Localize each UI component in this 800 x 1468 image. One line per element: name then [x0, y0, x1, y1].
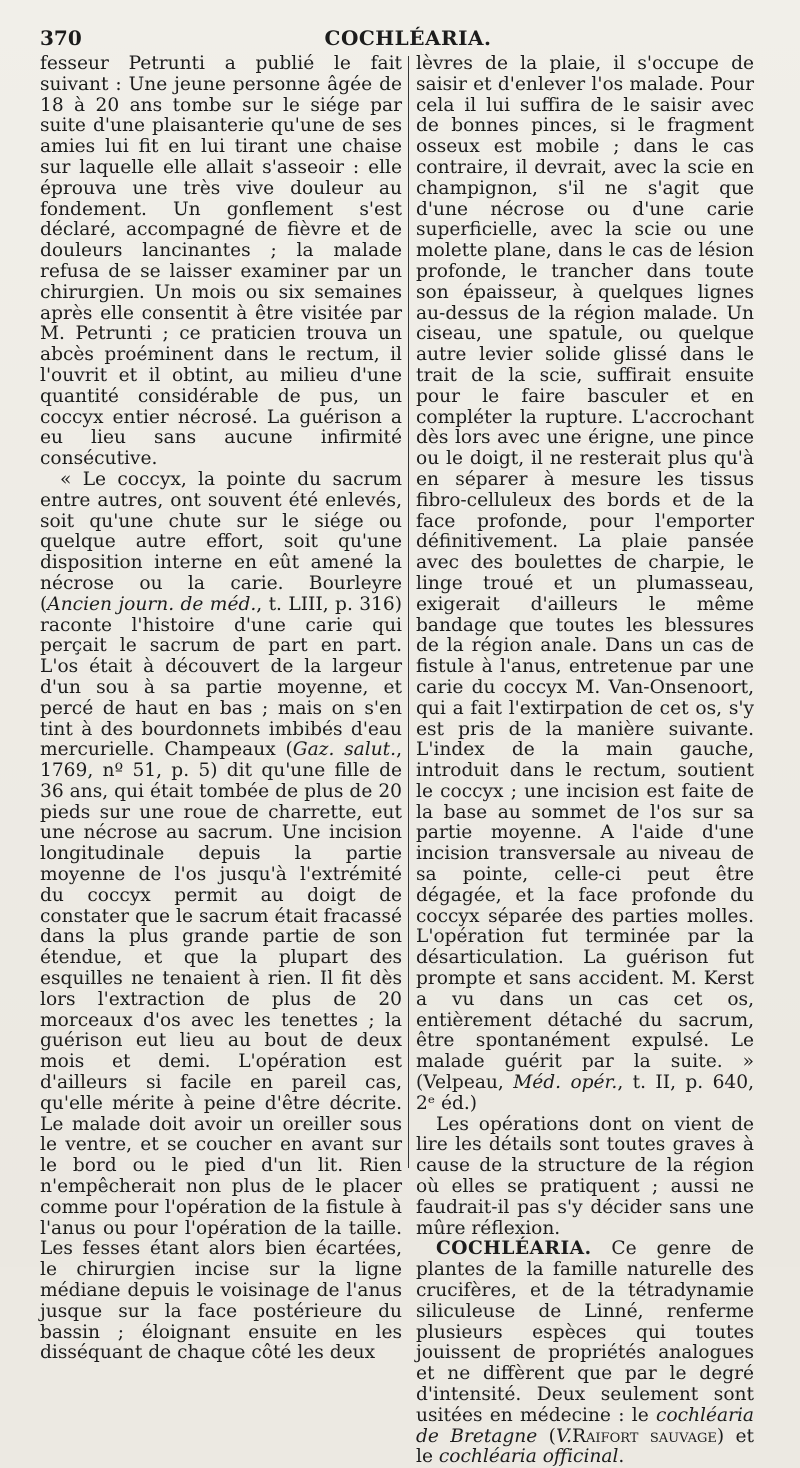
dictionary-entry [416, 1239, 754, 1468]
paragraph-quotation [40, 470, 402, 1364]
citation-title: Ancien journ. de méd. [47, 593, 257, 615]
text-run: ( [537, 1425, 556, 1447]
entry-headword: COCHLÉARIA. [436, 1238, 592, 1260]
page-number: 370 [40, 26, 82, 50]
text-run: , 1769, nº 51, p. 5) dit qu'une fille de 36 ans, qui était tombée de plus de 20 pieds sur une roue de charrette, eut une nécrose au sacrum. Une incision longitudinale depuis la partie moyenne de l'os jusqu'à l'extrémité du coccyx permit au doigt de constater que le sacrum était fracassé dans la plus grande partie de son étendue, et que la plupart des esquilles ne tenaient à rien. Il fit dès lors l'extraction de plus de 20 morceaux d'os avec les tenettes ; la guérison eut lieu au bout de deux mois et demi. L'opération est d'ailleurs si facile en pareil cas, qu'elle mérite à peine d'être décrite. Le malade doit avoir un oreiller sous le ventre, et se coucher en avant sur le bord ou le pied d'un lit. Rien n'empêcherait non plus de le placer comme pour l'opération de la fistule à l'anus ou pour l'opération de la taille. Les fesses étant alors bien écartées, le chirurgien incise sur la ligne médiane depuis le voisinage de l'anus jusque sur la face postérieure du bassin ; éloignant ensuite en les disséquant de chaque côté les deux [40, 739, 402, 1364]
paragraph: fesseur Petrunti a publié le fait suivant : Une jeune personne âgée de 18 à 20 ans tombe sur le siége par suite d'une plaisanterie qu'une de ses amies lui fit en lui tirant une chaise sur laquelle elle allait s'asseoir : elle éprouva une très vive douleur au fondement. Un gonflement s'est déclaré, accompagné de fièvre et de douleurs lancinantes ; la malade refusa de se laisser examiner par un chirurgien. Un mois ou six semaines après elle consentit à être visitée par M. Petrunti ; ce praticien trouva un abcès proéminent dans le rectum, il l'ouvrit et il obtint, au milieu d'une quantité considérable de pus, un coccyx entier nécrosé. La guérison a eu lieu sans aucune infirmité consécutive. [40, 53, 402, 470]
paragraph: Les opérations dont on vient de lire les détails sont toutes graves à cause de la structure de la région où elles se pratiquent ; aussi ne faudrait-il pas s'y décider sans une mûre réflexion. [416, 1113, 754, 1239]
column-divider [408, 56, 409, 1168]
text-run: Ce genre de plantes de la famille naturelle des crucifères, et de la tétradynamie siliculeuse de Linné, renferme plusieurs espèces qui toutes jouissent de propriétés analogues et ne diffèrent que par le degré d'intensité. Deux seulement sont usitées en médecine : le [416, 1238, 754, 1426]
citation-title: Gaz. salut. [292, 739, 397, 761]
page-header [40, 26, 752, 56]
citation-title: Méd. opér. [513, 1072, 618, 1094]
cross-reference-marker: V. [555, 1425, 573, 1447]
right-column [416, 54, 754, 1468]
species-name: cochléaria de Bretagne [416, 1404, 754, 1447]
text-run: ) et le [416, 1425, 755, 1468]
cross-reference: Raifort sauvage [572, 1425, 717, 1447]
text-run: . [618, 1446, 625, 1468]
left-column [40, 54, 402, 1364]
text-run: lèvres de la plaie, il s'occupe de saisir et d'enlever l'os malade. Pour cela il lui suffira de le saisir avec de bonnes pinces, si le fragment osseux est mobile ; dans le cas contraire, il devrait, avec la scie en champignon, s'il ne s'agit que d'une nécrose ou d'une carie superficielle, avec la scie ou une molette plane, dans le cas de lésion profonde, le trancher dans toute son épaisseur, à quelques lignes au-dessus de la région malade. Un ciseau, une spatule, ou quelque autre levier solide glissé dans le trait de la scie, suffirait ensuite pour le faire basculer et en compléter la rupture. L'accrochant dès lors avec une érigne, une pince ou le doigt, il ne resterait plus qu'à en séparer à mesure les tissus fibro-celluleux des bords et de la face profonde, pour l'emporter définitivement. La plaie pansée avec des boulettes de charpie, le linge troué et un plumasseau, exigerait d'ailleurs le même bandage que toutes les blessures de la région anale. Dans un cas de fistule à l'anus, entretenue par une carie du coccyx M. Van-Onsenoort, qui a fait l'extirpation de cet os, s'y est pris de la manière suivante. L'index de la main gauche, introduit dans le rectum, soutient le coccyx ; une incision est faite de la base au sommet de l'os sur sa partie moyenne. A l'aide d'une incision transversale au niveau de sa pointe, celle-ci peut être dégagée, et la face profonde du coccyx séparée des parties molles. L'opération fut terminée par la désarticulation. La guérison fut prompte et sans accident. M. Kerst a vu dans un cas cet os, entièrement détaché du sacrum, être spontanément expulsé. Le malade guérit par la suite. » (Velpeau, [416, 53, 754, 1094]
text-run: , t. II, p. 640, 2ᵉ éd.) [416, 1072, 754, 1114]
text-run: « Le coccyx, la pointe du sacrum entre autres, ont souvent été enlevés, soit qu'une chute sur le siége ou quelque autre effort, soit qu'une disposition interne en eût amené la nécrose ou la carie. Bourleyre ( [40, 468, 402, 615]
species-name: cochléaria officinal [438, 1446, 619, 1468]
running-title: COCHLÉARIA. [324, 26, 492, 50]
paragraph [416, 54, 754, 1115]
text-run: , t. LIII, p. 316) raconte l'histoire d'une carie qui perçait le sacrum de part en part. L'os était à découvert de la largeur d'un sou à sa partie moyenne, et percé de haut en bas ; mais on s'en tint à des bourdonnets imbibés d'eau mercurielle. Champeaux ( [40, 593, 402, 761]
